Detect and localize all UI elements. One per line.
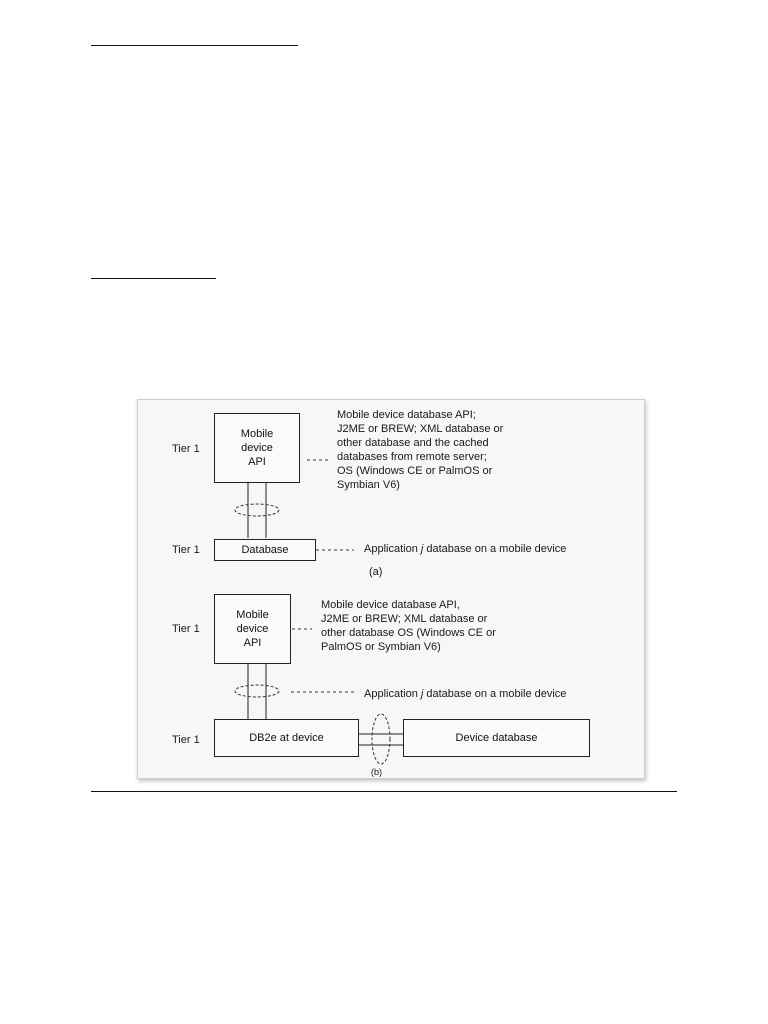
a-api-line-2: device <box>241 442 273 454</box>
a-api-line-1: Mobile <box>240 428 274 440</box>
b-tier-label-bottom: Tier 1 <box>172 734 200 746</box>
b-link-ellipse <box>235 685 279 697</box>
a-tier-label-api: Tier 1 <box>172 443 200 455</box>
b-api-line-1: Mobile <box>236 609 269 621</box>
b-app-description: Application j database on a mobile device <box>364 688 567 700</box>
architecture-figure <box>137 399 645 779</box>
b-mobile-device-api-box <box>214 594 291 664</box>
a-caption: (a) <box>369 566 383 578</box>
heading-underline-1 <box>91 45 298 46</box>
figure-bottom-rule <box>91 791 677 792</box>
b-device-database-box: Device database <box>403 719 590 757</box>
a-api-description: Mobile device database API; J2ME or BREW; XML database or other database and the cached databases from remote server; OS (Windows CE or PalmOS or Symbian V6) <box>337 409 504 491</box>
b-api-line-2: device <box>236 623 269 635</box>
heading-underline-2 <box>91 278 216 279</box>
a-api-line-3: API <box>248 456 266 468</box>
a-database-box: Database <box>214 539 316 561</box>
a-db-description: Application j database on a mobile device <box>364 543 567 555</box>
a-tier-label-db: Tier 1 <box>172 544 200 556</box>
b-api-description: Mobile device database API, J2ME or BREW; XML database or other database OS (Windows CE or PalmOS or Symbian V6) <box>321 599 496 653</box>
b-api-line-3: API <box>243 637 262 649</box>
a-link-ellipse <box>235 504 279 516</box>
b-h-link-ellipse <box>372 714 390 764</box>
b-db2e-box: DB2e at device <box>214 719 359 757</box>
b-tier-label-api: Tier 1 <box>172 623 200 635</box>
a-mobile-device-api-box <box>214 413 300 483</box>
b-caption: (b) <box>371 767 382 777</box>
